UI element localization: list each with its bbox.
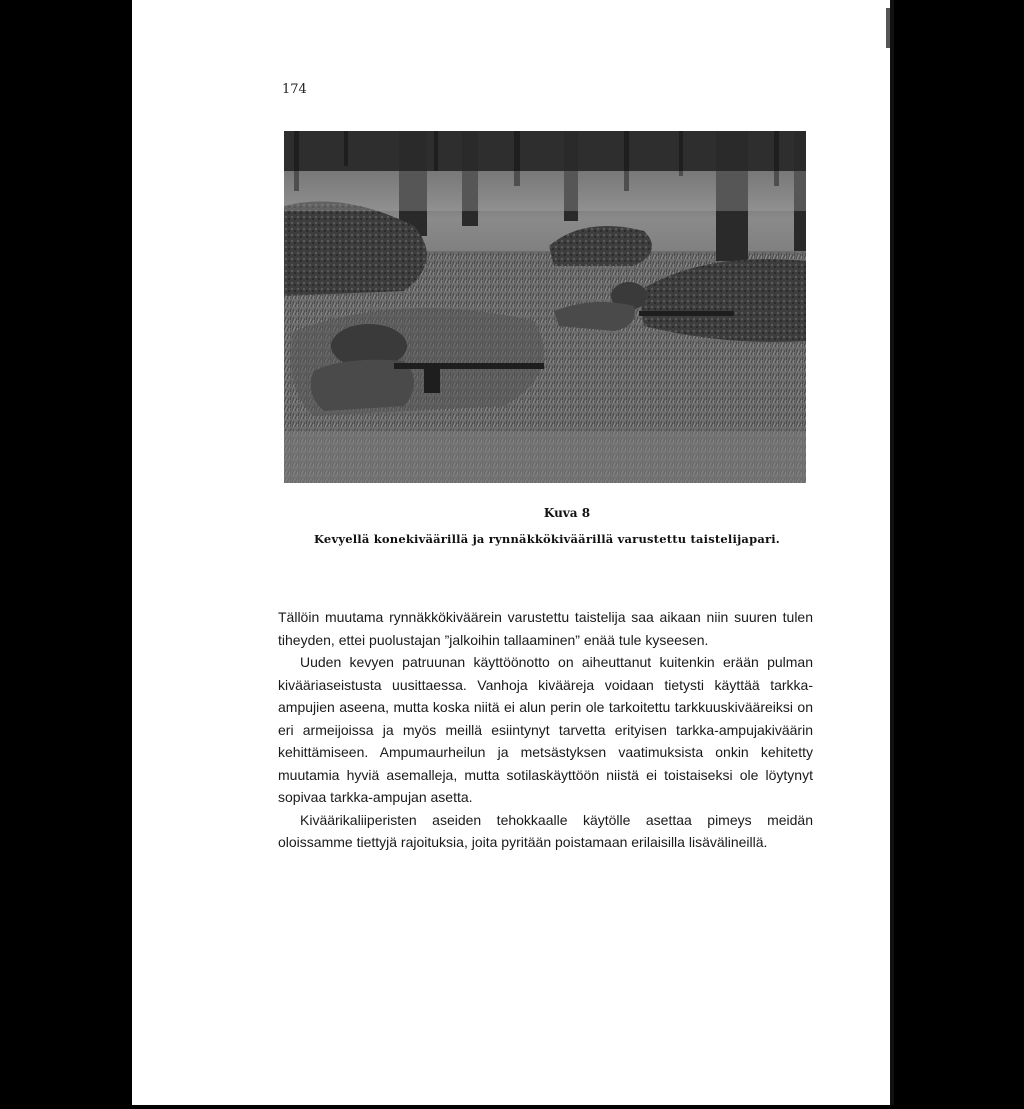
paragraph: Uuden kevyen patruunan käyttöönotto on aiheuttanut kuitenkin erään pulman kivääriaseistusta uusittaessa. Vanhoja kivääreja voidaan tietysti käyttää tarkka-ampujien aseena, mutta koska niitä ei alun perin ole tarkoitettu tarkkuuskivääreiksi on eri armeijoissa ja myös meillä esiintynyt tarvetta erityisen tarkka-ampujakiväärin kehittämiseen. Ampumaurheilun ja metsästyksen vaatimuksista onkin kehitetty muutamia hyviä asemalleja, mutta sotilaskäyttöön niistä ei toistaiseksi ole löytynyt sopivaa tarkka-ampujan asetta.: [278, 654, 813, 805]
document-page: [132, 0, 894, 1105]
body-text: [278, 606, 813, 854]
figure-label: Kuva 8: [543, 506, 591, 520]
paragraph: Kiväärikaliiperisten aseiden tehokkaalle käytölle asettaa pimeys meidän oloissamme tiettyjä rajoituksia, joita pyritään poistamaan erilaisilla lisävälineillä.: [278, 811, 813, 850]
page-number: 174: [282, 82, 307, 97]
soldiers-in-forest-image: [284, 131, 806, 483]
scan-edge-mark: [886, 8, 890, 48]
paragraph: Tällöin muutama rynnäkkökiväärein varustettu taistelija saa aikaan niin suuren tulen tiheyden, ettei puolustajan ”jalkoihin tallaaminen” enää tule kyseesen.: [278, 609, 813, 648]
figure-caption: Kevyellä konekiväärillä ja rynnäkkökiväärillä varustettu taistelijapari.: [313, 532, 781, 546]
figure-photo: [284, 131, 806, 483]
